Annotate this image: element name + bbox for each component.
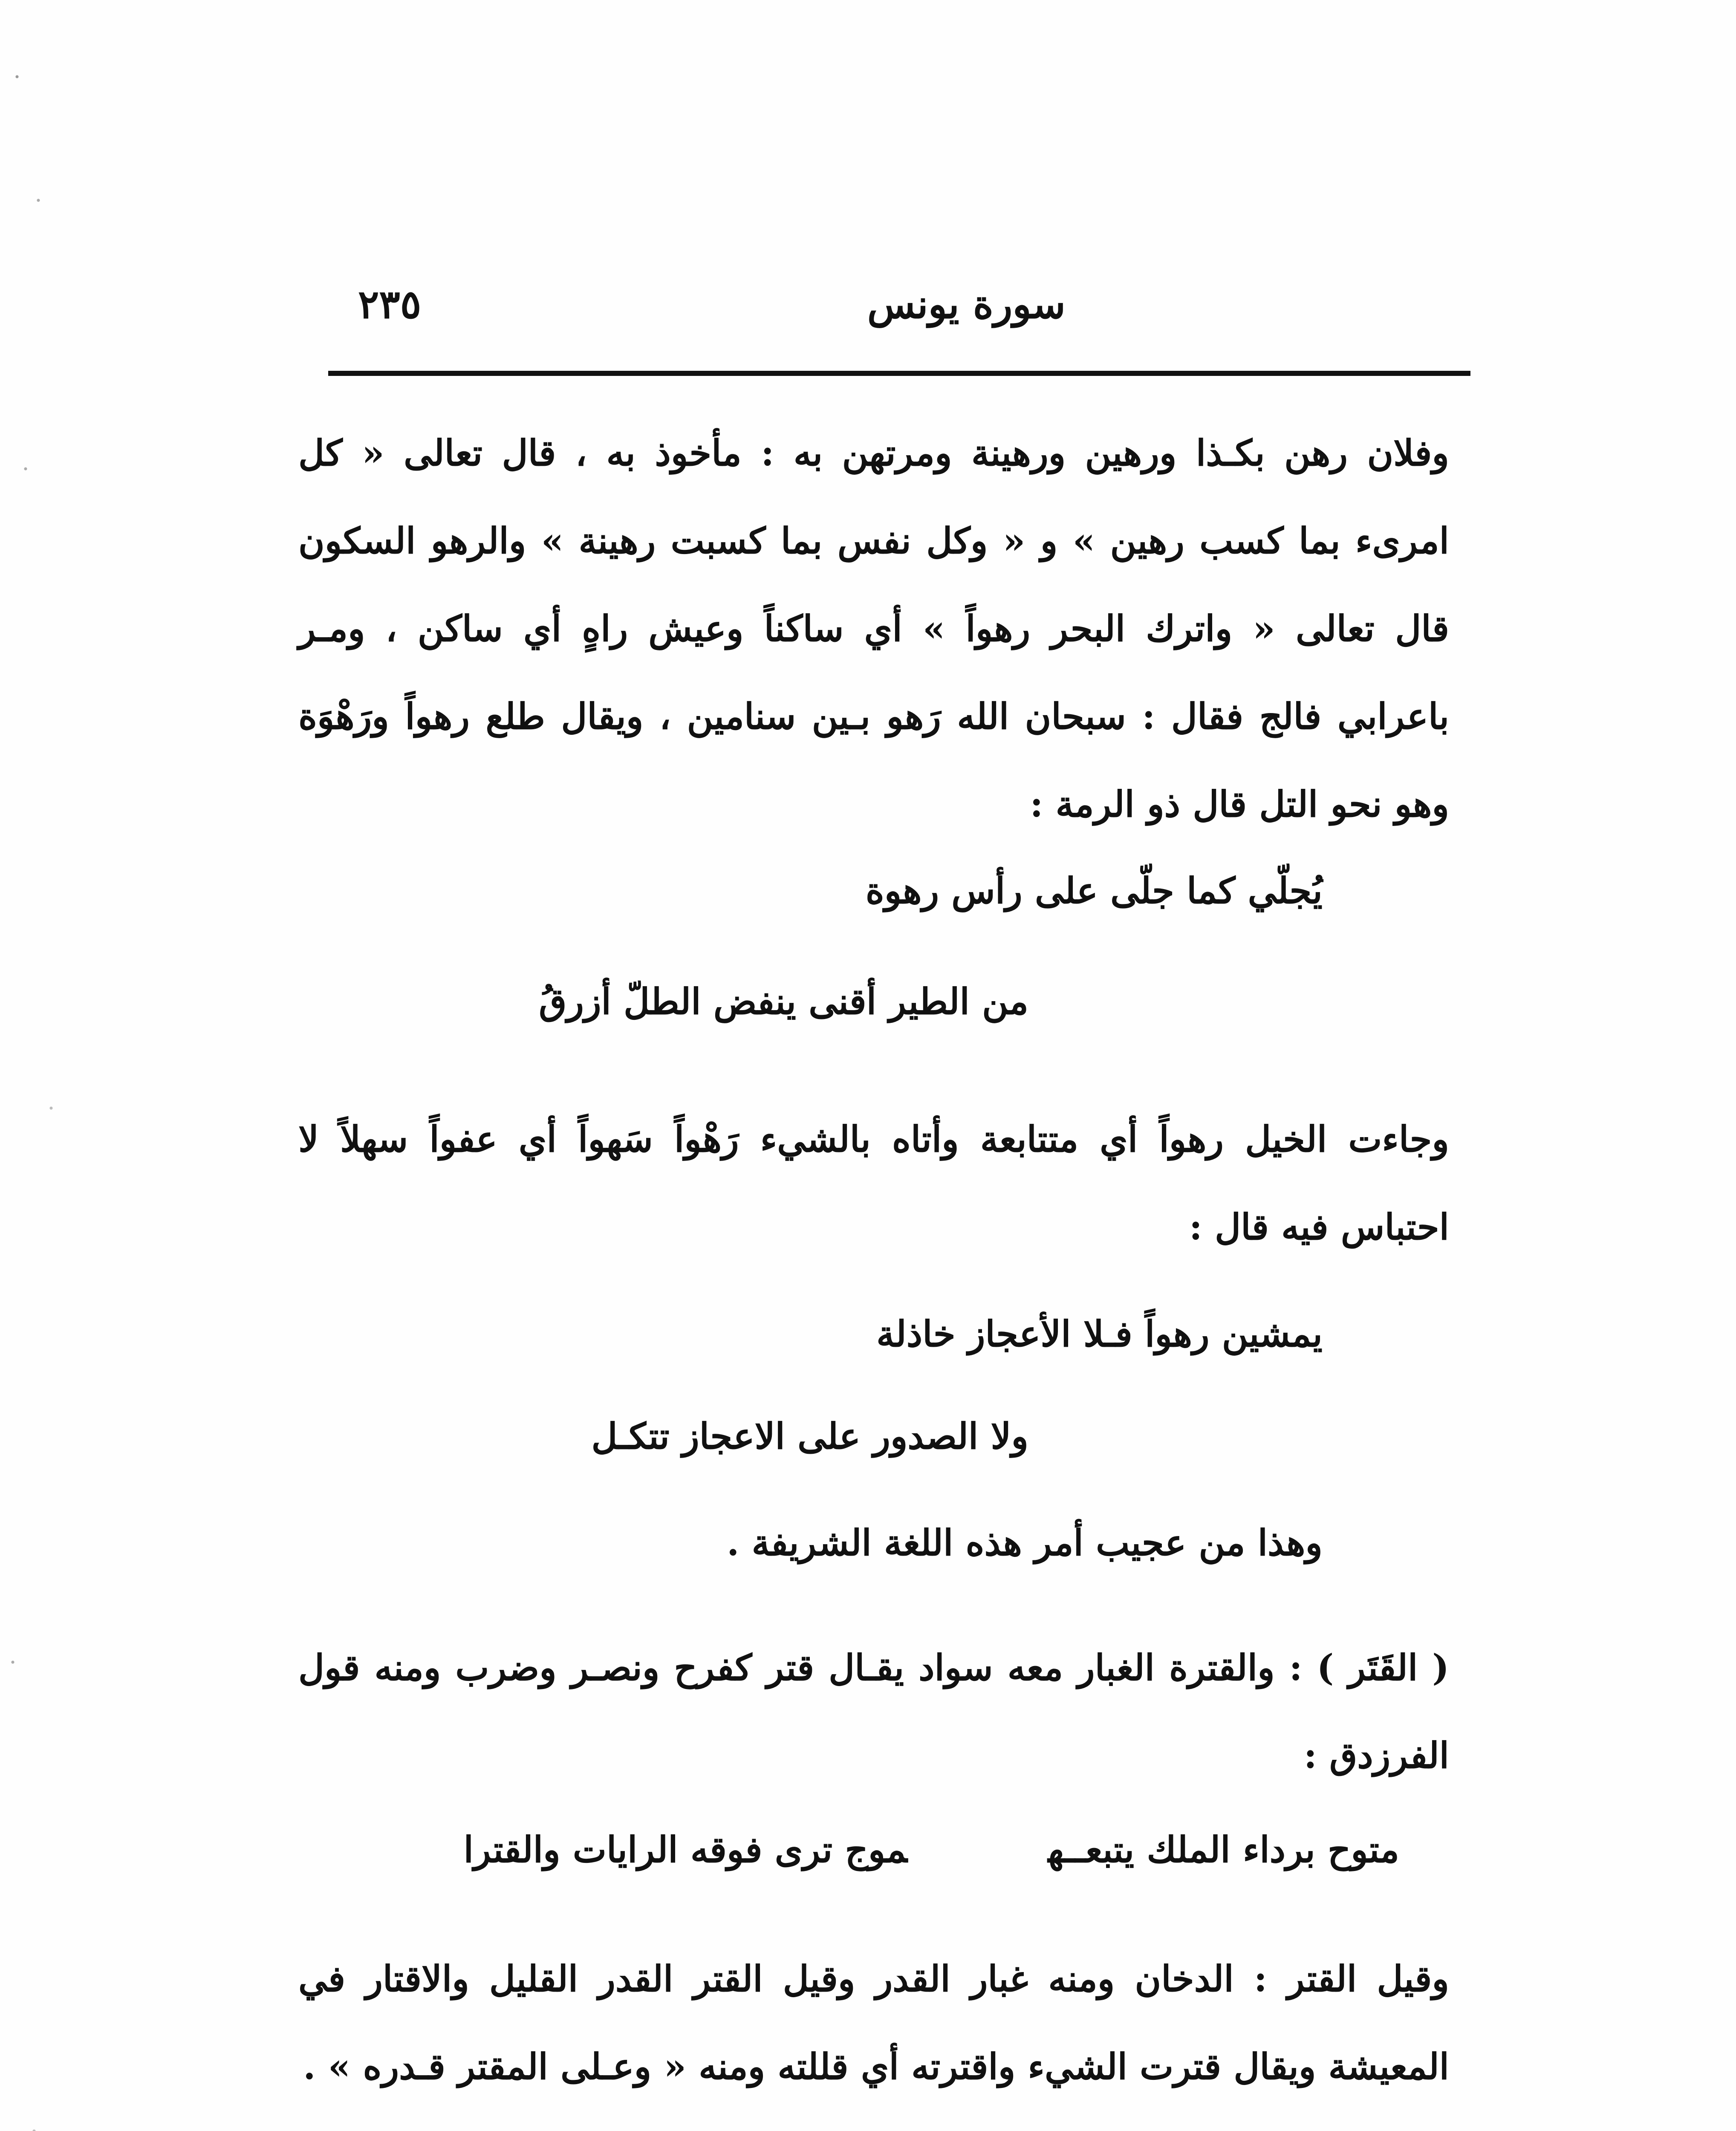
paragraph-qatar: ( القَتَر ) : والقترة الغبار معه سواد يقـال قتر كفرح ونصـر وضرب ومنه قول الفرزدق : [298,1646,1449,1776]
verse-line-3 [464,1828,1399,1871]
paragraph-khayl: وجاءت الخيل رهواً أي متتابعة وأتاه بالشيء رَهْواً سَهواً أي عفواً سهلاً لا احتباس فيه قال : [298,1118,1449,1248]
page-header [328,273,1470,358]
paragraph-rahn: وفلان رهن بكـذا ورهين ورهينة ومرتهن به : مأخوذ به ، قال تعالى « كل امرىء بما كسب رهين » و « وكل نفس بما كسبت رهينة » والرهو السكون قال تعالى « واترك البحر رهواً » أي ساكناً وعيش راهٍ أي ساكن ، ومـر باعرابي فالج فقال : سبحان الله رَهو بـين سنامين ، ويقال طلع رهواً ورَهْوَة وهو نحو التل قال ذو الرمة : [298,432,1449,825]
verse-hemistich-1: متوح برداء الملك يتبعــه [1048,1828,1399,1871]
verse-line-2a: يمشين رهواً فـلا الأعجاز خاذلة [876,1313,1323,1355]
header-rule [328,371,1470,376]
surah-title: سورة يونس [867,281,1066,327]
verse-line-1b: من الطير أقنى ينفض الطلّ أزرقُ [539,980,1028,1022]
paragraph-ajib: وهذا من عجيب أمر هذه اللغة الشريفة . [727,1522,1323,1564]
verse-line-1a: يُجلّي كما جلّى على رأس رهوة [865,869,1323,912]
page-number: ٢٣٥ [358,281,422,327]
verse-hemistich-2: موج ترى فوقه الرايات والقترا [463,1828,907,1871]
verse-line-2b: ولا الصدور على الاعجاز تتكـل [591,1415,1028,1457]
paragraph-dukhan: وقيل القتر : الدخان ومنه غبار القدر وقيل القتر القدر القليل والاقتار في المعيشة ويقال قترت الشيء واقترته أي قللته ومنه « وعـلى المقتر قـدره » . [298,1958,1449,2088]
scan-edge-specks [0,0,77,2131]
